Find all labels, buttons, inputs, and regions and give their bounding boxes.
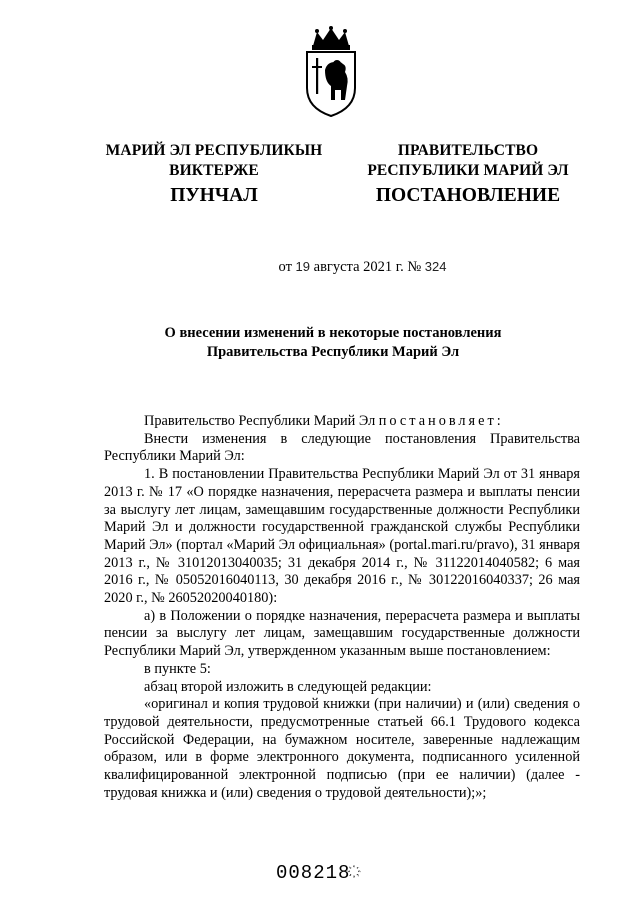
header-left-line2: ВИКТЕРЖЕ [169, 162, 259, 179]
body-p1-end: : [496, 413, 501, 429]
form-serial-number: 008218 [276, 862, 351, 884]
date-day: 19 [295, 259, 311, 274]
body-paragraph: Внести изменения в следующие постановления Правительства Республики Марий Эл: [104, 430, 580, 465]
date-month-year: августа 2021 г. № [310, 259, 425, 275]
coat-of-arms-emblem [299, 26, 363, 118]
title-line2: Правительства Республики Марий Эл [206, 344, 460, 360]
date-prefix: от [278, 259, 296, 275]
body-paragraph: 1. В постановлении Правительства Республики Марий Эл от 31 января 2013 г. № 17 «О порядке назначения, перерасчета размера и выплаты пенсии за выслугу лет лицам, замещавшим государственные должности Республики Марий Эл и должности государственной гражданской службы Республики Марий Эл» (портал «Марий Эл официальная» (portal.mari.ru/pravo), 31 января 2013 г., № 31012013040035; 31 декабря 2014 г., № 31122014040582; 6 мая 2016 г., № 05052016040113, 30 декабря 2016 г., № 30122016040337; 26 мая 2020 г., № 26052020040180): [104, 466, 580, 607]
document-number: 324 [424, 259, 447, 274]
body-p1-spaced: постановляет [378, 413, 497, 429]
header-right-line2: РЕСПУБЛИКИ МАРИЙ ЭЛ [367, 162, 569, 179]
header-left-line1: МАРИЙ ЭЛ РЕСПУБЛИКЫН [105, 142, 323, 159]
body-paragraph: абзац второй изложить в следующей редакции: [144, 678, 432, 695]
body-paragraph: а) в Положении о порядке назначения, перерасчета размера и выплаты пенсии за выслугу лет лицам, замещавшим государственные должности Республики Марий Эл, утвержденном указанным выше постановлением: [104, 607, 580, 660]
body-paragraph: «оригинал и копия трудовой книжки (при наличии) и (или) сведения о трудовой деятельности, предусмотренные статьей 66.1 Трудового кодекса Российской Федерации, на бумажном носителе, заверенные надлежащим образом, или в форме электронного документа, подписанного усиленной квалифицированной электронной подписью (при ее наличии) (далее - трудовая книжка и (или) сведения о трудовой деятельности);»; [104, 696, 580, 801]
header-left [86, 141, 342, 181]
document-body [104, 413, 580, 802]
header-right-doc-type: ПОСТАНОВЛЕНИЕ [375, 185, 561, 206]
header-right-line1: ПРАВИТЕЛЬСТВО [397, 142, 539, 159]
header-right [356, 141, 580, 181]
date-number-line [0, 258, 639, 276]
title-line1: О внесении изменений в некоторые постановления [164, 325, 502, 341]
header-left-doc-type: ПУНЧАЛ [170, 185, 258, 206]
document-title [86, 324, 580, 362]
body-paragraph [104, 413, 580, 431]
body-paragraph: в пункте 5: [144, 660, 211, 677]
body-p1-start: Правительство Республики Марий Эл [144, 413, 379, 429]
